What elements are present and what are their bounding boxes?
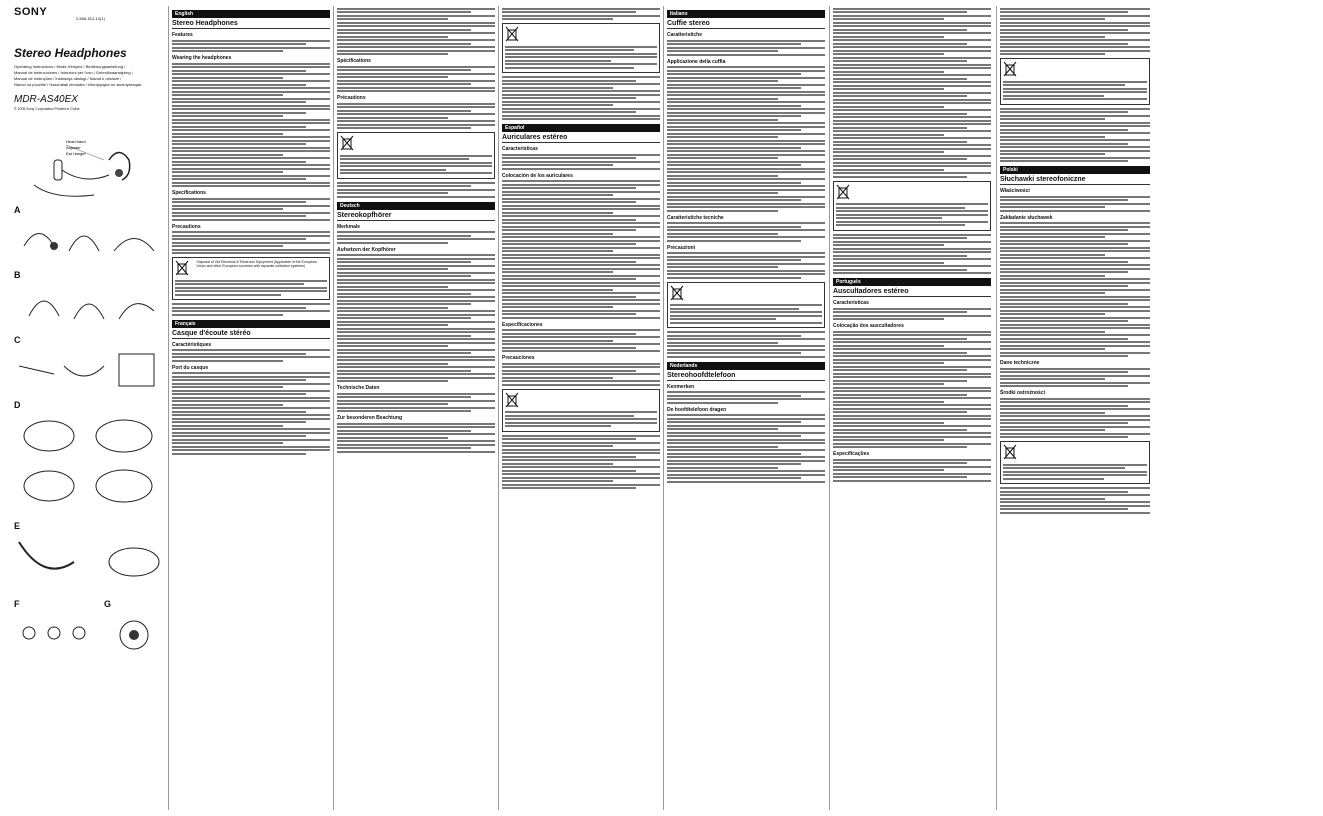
figure-c: [14, 345, 164, 390]
figure-label-b: B: [14, 270, 21, 280]
column-7: [1000, 6, 1150, 810]
section-title-espanol: Auriculares estéreo: [502, 134, 660, 143]
heading-especificaciones: Especificaciones: [502, 321, 543, 328]
section-title-portugues: Auscultadores estéreo: [833, 288, 991, 297]
figure-label-d: D: [14, 400, 21, 410]
figure-label-g: G: [103, 599, 111, 609]
figure-fg: [14, 612, 164, 657]
column-2: [172, 6, 330, 810]
language-bar-portugues: Português: [833, 278, 991, 286]
callout-adjuster: Adjuster: [66, 145, 81, 150]
heading-caracteristicas: Características: [502, 146, 538, 152]
heading-srodki-ostroznosci: Środki ostrożności: [1000, 390, 1046, 396]
brand-logo: SONY: [14, 6, 48, 18]
disposal-box-portugues: [1000, 58, 1150, 105]
section-title-polski: Słuchawki stereofoniczne: [1000, 176, 1150, 185]
heading-merkmale: Merkmale: [337, 223, 361, 230]
figure-label-a: A: [14, 205, 21, 215]
heading-dragen: De hoofdtelefoon dragen: [667, 406, 727, 413]
disposal-box-english: [172, 257, 330, 300]
heading-zur-besonderen-beachtung: Zur besonderen Beachtung: [337, 415, 403, 421]
heading-precautions-fr: Précautions: [337, 95, 366, 101]
disposal-box-polski: [1000, 441, 1150, 484]
disposal-box-deutsch: [502, 23, 660, 73]
language-list: Operating Instructions / Mode d'emploi / Bedienungsanleitung / Manual de instrucciones / Istruzioni per l'uso / Gebruiksaanwijzing / Manual de instruções / Instrukcja obsługi / Návod k obsluze / Návod na použitie / Használati útmutató / Инструкция по эксплуатации: [14, 64, 142, 87]
language-bar-polski: Polski: [1000, 166, 1150, 174]
callout-ear-hanger: Ear hanger: [66, 151, 86, 156]
section-title-nederlands: Stereohoofdtelefoon: [667, 372, 825, 381]
headphone-illustration: [14, 125, 164, 205]
heading-applicazione: Applicazione della cuffia: [667, 58, 726, 65]
language-bar-deutsch: Deutsch: [337, 202, 495, 210]
disposal-box-espanol: [502, 389, 660, 432]
callout-head-band: Head band: [66, 139, 86, 144]
figure-d: [14, 410, 164, 511]
crossed-bin-icon: [836, 184, 850, 200]
heading-aufsetzen: Aufsetzen der Kopfhörer: [337, 246, 396, 253]
document-code: 2-596-512-13(1): [76, 16, 105, 21]
heading-precauzioni: Precauzioni: [667, 244, 696, 251]
disposal-heading: Disposal of Old Electrical & Electronic Equipment (Applicable in the European Union and other European countries with separate collection systems): [196, 260, 317, 268]
language-bar-english: English: [172, 10, 330, 18]
crossed-bin-icon: [175, 260, 189, 276]
heading-kenmerken: Kenmerken: [667, 383, 695, 390]
heading-specifications: Specifications: [172, 190, 206, 196]
section-title-italiano: Cuffie stereo: [667, 20, 825, 29]
heading-caratteristiche-tecniche: Caratteristiche tecniche: [667, 214, 724, 221]
column-3: [337, 6, 495, 810]
crossed-bin-icon: [1003, 444, 1017, 460]
copyright: © 2005 Sony Corporation Printed in China: [14, 107, 80, 111]
disposal-box-nederlands: [833, 181, 991, 231]
heading-caracteristicas-pt: Características: [833, 300, 869, 306]
language-bar-nederlands: Nederlands: [667, 362, 825, 370]
language-bar-francais: Français: [172, 320, 330, 328]
figure-label-f: F: [14, 599, 20, 609]
document-title: Stereo Headphones: [14, 46, 127, 60]
column-4: [502, 6, 660, 810]
figure-label-e: E: [14, 521, 21, 531]
heading-zakladanie: Zakładanie słuchawek: [1000, 214, 1053, 221]
heading-wearing: Wearing the headphones: [172, 55, 232, 61]
heading-precautions: Precautions: [172, 223, 201, 230]
crossed-bin-icon: [1003, 61, 1017, 77]
crossed-bin-icon: [505, 26, 519, 42]
heading-wlasciwosci: Właściwości: [1000, 188, 1030, 194]
heading-colocacion: Colocación de los auriculares: [502, 172, 573, 179]
crossed-bin-icon: [340, 135, 354, 151]
heading-colocacao: Colocação dos auscultadores: [833, 323, 904, 329]
figure-b: [14, 280, 164, 325]
main-figure: [14, 125, 164, 205]
heading-caracteristiques: Caractéristiques: [172, 341, 212, 348]
heading-technische-daten: Technische Daten: [337, 385, 380, 391]
language-bar-espanol: Español: [502, 124, 660, 132]
heading-port-du-casque: Port du casque: [172, 364, 209, 371]
column-6: [833, 6, 991, 810]
heading-specifications-fr: Spécifications: [337, 58, 371, 64]
figure-e: [14, 531, 164, 584]
cover-column: [14, 6, 164, 810]
crossed-bin-icon: [670, 285, 684, 301]
figure-a: [14, 215, 164, 260]
column-5: [667, 6, 825, 810]
model-number: MDR-AS40EX: [14, 94, 78, 105]
heading-precauciones: Precauciones: [502, 355, 535, 361]
disposal-box-italiano: [667, 282, 825, 329]
section-title-english: Stereo Headphones: [172, 20, 330, 29]
section-title-francais: Casque d'écoute stéréo: [172, 330, 330, 339]
figure-label-c: C: [14, 335, 21, 345]
language-bar-italiano: Italiano: [667, 10, 825, 18]
heading-features: Features: [172, 32, 193, 38]
disposal-box-francais: [337, 132, 495, 179]
heading-especificacoes: Especificações: [833, 451, 870, 457]
crossed-bin-icon: [505, 392, 519, 408]
figure-labels-fg: [14, 594, 164, 612]
heading-caratteristiche: Caratteristiche: [667, 32, 703, 38]
heading-dane-techniczne: Dane techniczne: [1000, 360, 1040, 366]
section-title-deutsch: Stereokopfhörer: [337, 212, 495, 221]
